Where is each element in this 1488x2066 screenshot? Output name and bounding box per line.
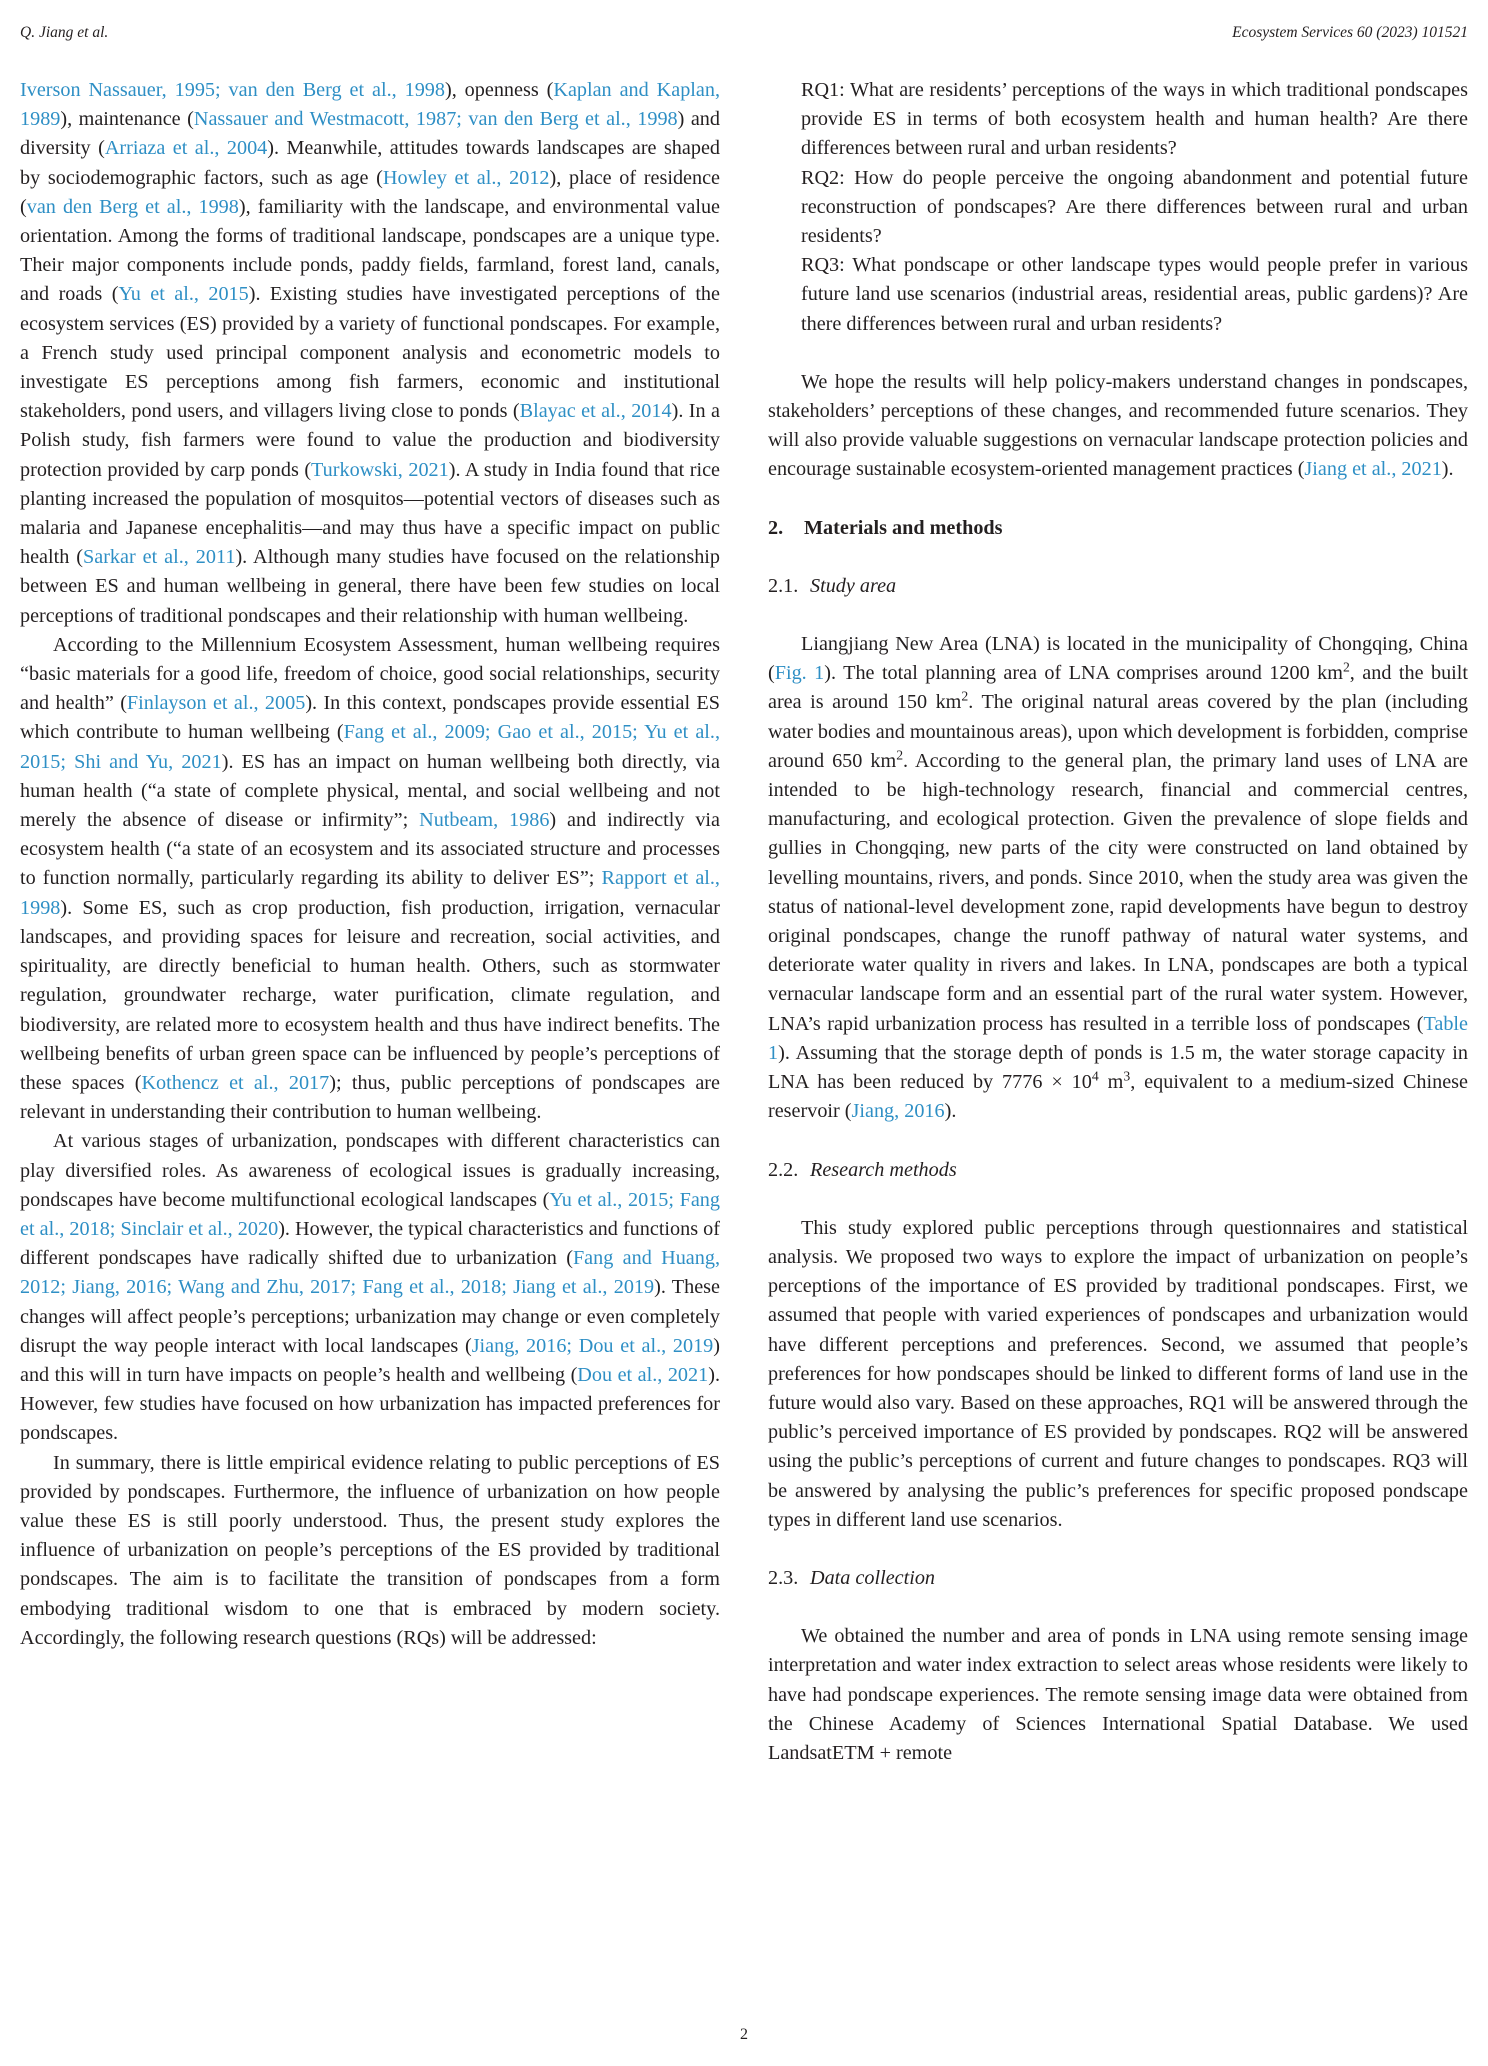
paragraph-urbanization: At various stages of urbanization, pondscapes with different characteristics can play diversified roles. As awareness of ecological issues is gradually increasing, pondscapes have become multifunctional ecological landscapes (Yu et al., 2015; Fang et al., 2018; Sinclair et al., 2020). However, the typical characteristics and functions of different pondscapes have radically shifted due to urbanization (Fang and Huang, 2012; Jiang, 2016; Wang and Zhu, 2017; Fang et al., 2018; Jiang et al., 2019). These changes will affect people’s perceptions; urbanization may change or even completely disrupt the way people interact with local landscapes (Jiang, 2016; Dou et al., 2019) and this will in turn have impacts on people’s health and wellbeing (Dou et al., 2021). However, few studies have focused on how urbanization has impacted preferences for pondscapes. (20, 1130, 721, 1445)
citation-link[interactable]: Fang et al., 2009; Gao et al., 2015; Yu et al., 2015; Shi and Yu, 2021 (20, 721, 720, 773)
citation-link[interactable]: Blayac et al., 2014 (519, 400, 672, 423)
subsection-heading-research-methods: 2.2. Research methods (768, 1158, 957, 1181)
research-question-2: RQ2: How do people perceive the ongoing abandonment and potential future reconstruction of pondscapes? Are there differences between rural and urban residents? (801, 166, 1468, 248)
citation-link[interactable]: Jiang, 2016 (851, 1100, 945, 1123)
citation-link[interactable]: Jiang et al., 2021 (1304, 458, 1442, 481)
citation-link[interactable]: Turkowski, 2021 (311, 458, 449, 481)
paragraph-human-wellbeing: According to the Millennium Ecosystem Assessment, human wellbeing requires “basic materials for a good life, freedom of choice, good social relationships, security and health” (Finlayson et al., 2005). In this context, pondscapes provide essential ES which contribute to human wellbeing (Fang et al., 2009; Gao et al., 2015; Yu et al., 2015; Shi and Yu, 2021). ES has an impact on human wellbeing both directly, via human health (“a state of complete physical, mental, and social wellbeing and not merely the absence of disease or infirmity”; Nutbeam, 1986) and indirectly via ecosystem health (“a state of an ecosystem and its associated structure and processes to function normally, particularly regarding its ability to deliver ES”; Rapport et al., 1998). Some ES, such as crop production, fish production, irrigation, vernacular landscapes, and providing spaces for leisure and recreation, social activities, and spirituality, are directly beneficial to human health. Others, such as stormwater regulation, groundwater recharge, water purification, climate regulation, and biodiversity, are related more to ecosystem health and thus have indirect benefits. The wellbeing benefits of urban green space can be influenced by people’s perceptions of these spaces (Kothencz et al., 2017); thus, public perceptions of pondscapes are relevant in understanding their contribution to human wellbeing. (20, 633, 720, 1124)
running-header (20, 24, 1468, 50)
citation-link[interactable]: Yu et al., 2015; Fang et al., 2018; Sinclair et al., 2020 (20, 1188, 720, 1240)
paragraph-expected-results: We hope the results will help policy-makers understand changes in pondscapes, stakeholders’ perceptions of these changes, and recommended future scenarios. They will also provide valuable suggestions on vernacular landscape protection policies and encourage sustainable ecosystem-oriented management practices (Jiang et al., 2021). (768, 370, 1468, 481)
subsection-heading-data-collection: 2.3. Data collection (768, 1566, 936, 1589)
left-column (20, 76, 720, 1653)
paragraph-study-area: Liangjiang New Area (LNA) is located in the municipality of Chongqing, China (Fig. 1). The total planning area of LNA comprises around 1200 $km^2$, and the built area is around 150 $km^2$. The original natural areas covered by the plan (including water bodies and mountainous areas), upon which development is forbidden, comprise around 650 $km^2$. According to the general plan, the primary land uses of LNA are intended to be high-technology research, financial and commercial centres, manufacturing, and ecological protection. Given the prevalence of slope fields and gullies in Chongqing, new parts of the city were constructed on land obtained by levelling mountains, rivers, and ponds. Since 2010, when the study area was given the status of national-level development zone, rapid developments have begun to destroy original pondscapes, change the runoff pathway of natural water systems, and deteriorate water quality in rivers and lakes. In LNA, pondscapes are both a typical vernacular landscape form and an essential part of the rural water system. However, LNA’s rapid urbanization process has resulted in a terrible loss of pondscapes (Table 1). Assuming that the storage depth of ponds is 1.5 m, the water storage capacity in LNA has been reduced by $7776 \times 10^4$ $m^3$, equivalent to a medium-sized Chinese reservoir (Jiang, 2016). (768, 633, 1469, 1123)
right-column (768, 76, 1468, 1768)
citation-link[interactable]: Yu et al., 2015 (118, 283, 249, 306)
header-journal: Ecosystem Services 60 (2023) 101521 (1232, 24, 1468, 41)
citation-link[interactable]: Sarkar et al., 2011 (83, 546, 236, 569)
research-questions (768, 76, 1468, 339)
research-question-3: RQ3: What pondscape or other landscape types would people prefer in various future land use scenarios (industrial areas, residential areas, public gardens)? Are there differences between rural and urban residents? (801, 254, 1468, 335)
citation-link[interactable]: Finlayson et al., 2005 (126, 692, 306, 715)
citation-link[interactable]: Rapport et al., 1998 (20, 867, 720, 919)
citation-link[interactable]: Nassauer and Westmacott, 1987; van den Berg et al., 1998 (193, 108, 678, 131)
paragraph-data-collection: We obtained the number and area of ponds in LNA using remote sensing image interpretation and water index extraction to select areas whose residents were likely to have had pondscape experiences. The remote sensing image data were obtained from the Chinese Academy of Sciences International Spatial Database. We used LandsatETM + remote (768, 1625, 1468, 1764)
citation-link[interactable]: Arriaza et al., 2004 (104, 137, 268, 160)
citation-link[interactable]: Kothencz et al., 2017 (141, 1071, 330, 1094)
research-question-1: RQ1: What are residents’ perceptions of the ways in which traditional pondscapes provide ES in terms of both ecosystem health and human health? Are there differences between rural and urban residents? (801, 79, 1468, 160)
header-authors: Q. Jiang et al. (20, 24, 109, 41)
citation-link[interactable]: Dou et al., 2021 (577, 1363, 709, 1386)
citation-link[interactable]: Fang and Huang, 2012; Jiang, 2016; Wang and Zhu, 2017; Fang et al., 2018; Jiang et al., 2019 (20, 1247, 720, 1299)
citation-link[interactable]: Kaplan and Kaplan, 1989 (20, 79, 721, 131)
citation-link[interactable]: van den Berg et al., 1998 (26, 195, 239, 218)
section-heading-materials-methods: 2. Materials and methods (768, 516, 1003, 539)
citation-link[interactable]: Iverson Nassauer, 1995; van den Berg et al., 1998 (20, 79, 445, 101)
table-link[interactable]: Table 1 (768, 1012, 1468, 1064)
citation-link[interactable]: Nutbeam, 1986 (419, 809, 550, 832)
page-number: 2 (740, 2026, 748, 2043)
figure-link[interactable]: Fig. 1 (774, 662, 825, 685)
citation-link[interactable]: Howley et al., 2012 (382, 166, 550, 189)
paragraph-summary: In summary, there is little empirical evidence relating to public perceptions of ES provided by pondscapes. Furthermore, the influence of urbanization on how people value these ES is still poorly understood. Thus, the present study explores the influence of urbanization on people’s perceptions of the ES provided by traditional pondscapes. The aim is to facilitate the transition of pondscapes from a form embodying traditional wisdom to one that is embraced by modern society. Accordingly, the following research questions (RQs) will be addressed: (20, 1451, 720, 1649)
citation-link[interactable]: Jiang, 2016; Dou et al., 2019 (471, 1334, 714, 1357)
paragraph-landscape-attitudes: Iverson Nassauer, 1995; van den Berg et al., 1998), openness (Kaplan and Kaplan, 1989), maintenance (Nassauer and Westmacott, 1987; van den Berg et al., 1998) and diversity (Arriaza et al., 2004). Meanwhile, attitudes towards landscapes are shaped by sociodemographic factors, such as age (Howley et al., 2012), place of residence (van den Berg et al., 1998), familiarity with the landscape, and environmental value orientation. Among the forms of traditional landscape, pondscapes are a unique type. Their major components include ponds, paddy fields, farmland, forest land, canals, and roads (Yu et al., 2015). Existing studies have investigated perceptions of the ecosystem services (ES) provided by a variety of functional pondscapes. For example, a French study used principal component analysis and econometric models to investigate ES perceptions among fish farmers, economic and institutional stakeholders, pond users, and villagers living close to ponds (Blayac et al., 2014). In a Polish study, fish farmers were found to value the production and biodiversity protection provided by carp ponds (Turkowski, 2021). A study in India found that rice planting increased the population of mosquitos—potential vectors of diseases such as malaria and Japanese encephalitis—and may thus have a specific impact on public health (Sarkar et al., 2011). Although many studies have focused on the relationship between ES and human wellbeing in general, there have been few studies on local perceptions of traditional pondscapes and their relationship with human wellbeing. (20, 79, 721, 627)
paragraph-research-methods: This study explored public perceptions through questionnaires and statistical analysis. We proposed two ways to explore the impact of urbanization on people’s perceptions of the importance of ES provided by traditional pondscapes. First, we assumed that people with varied experiences of pondscapes and urbanization would have different perceptions and preferences. Second, we assumed that people’s preferences for how pondscapes should be linked to different forms of land use in the future would also vary. Based on these approaches, RQ1 will be answered through the public’s perceived importance of ES provided by pondscapes. RQ2 will be answered using the public’s perceptions of current and future changes to pondscapes. RQ3 will be answered by analysing the public’s preferences for specific proposed pondscape types in different land use scenarios. (768, 1216, 1468, 1531)
subsection-heading-study-area: 2.1. Study area (768, 574, 897, 597)
